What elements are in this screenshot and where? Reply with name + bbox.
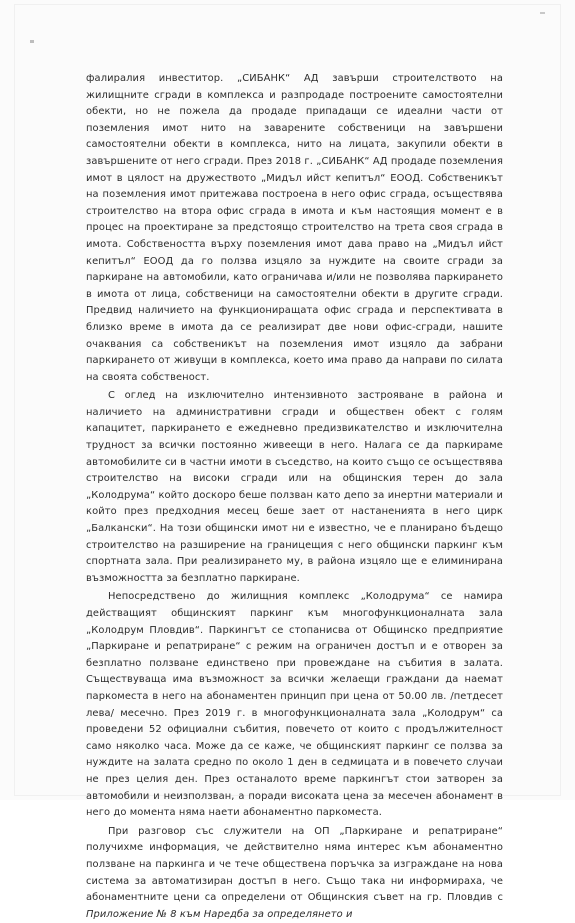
paragraph-2: С оглед на изключително интензивното застрояване в района и наличието на административни сгради и обществен обект с голям капацитет, паркирането е ежедневно предизвикателство и изключителна трудност за всички постоянно живеещи в него. Налага се да паркираме автомобилите си в частни имоти в съседство, на които също се осъществява строителство на високи сгради или на общинския терен до зала „Колодрума“ който доскоро беше ползван като депо за инертни материали и който през предходния месец беше зает от настаненията в него цирк „Балкански“. На този общински имот ни е известно, че е планирано бъдещо строителство на разширение на границещия с него общински паркинг към спортната зала. При реализирането му, в района изцяло ще е елиминирана възможността за безплатно паркиране. [86, 390, 503, 584]
paragraph-4-text: При разговор със служители на ОП „Паркиране и репатриране“ получихме информация, че действително няма интерес към абонаментно ползване на паркинга и че тече обществена поръчка за изграждане на нова система за автоматизиран достъп в него. Също така ни информираха, че абонаментните цени са определени от Общинския съвет на гр. Пловдив с [86, 825, 503, 904]
paragraph-3: Непосредствено до жилищния комплекс „Колодрума“ се намира действащият общинският паркинг към многофункционалната зала „Колодрум Пловдив“. Паркингът се стопанисва от Общинско предприятие „Паркиране и репатриране“ с режим на ограничен достъп и е отворен за безплатно ползване единствено при провеждане на събития в залата. Съществуваща има възможност за всички желаещи граждани да наемат паркоместа в него на абонаментен принцип при цена от 50.00 лв. /петдесет лева/ месечно. През 2019 г. в многофункционалната зала „Колодрум“ са проведени 52 официални събития, повечето от които с продължителност само няколко часа. Може да се каже, че общинският паркинг се ползва за нуждите на залата средно по около 1 ден в седмицата и в повечето случаи не през целия ден. През останалото време паркингът стои затворен за автомобили и неизползван, а поради високата цена за месечен абонамент в него до момента няма наети абонаментно паркоместа. [86, 591, 503, 819]
scan-artifact [540, 12, 545, 14]
scan-artifact [30, 40, 34, 43]
document-body [86, 71, 503, 923]
paragraph-4-italic: Приложение № 8 към Наредба за определянето и [86, 908, 353, 920]
paragraph-1: фалиралия инвеститор. „СИБАНК“ АД завърши строителството на жилищните сгради в комплекса и разпродаде построените самостоятелни обекти, но не пожела да продаде припадащи се идеални части от поземления имот нито на заварените собственици на завършени самостоятелни обекти в комплекса, нито на лицата, закупили обекти в завършените от него сгради. През 2018 г. „СИБАНК“ АД продаде поземления имот в цялост на дружеството „Мидъл ийст кепитъл“ ЕООД. Собственикът на поземления имот притежава построена в него офис сграда, осъществява строителство на втора офис сграда в имота и към настоящия момент е в процес на проектиране за предстоящо строителство на трета своя сграда в имота. Собствеността върху поземления имот дава право на „Мидъл ийст кепитъл“ ЕООД да го ползва изцяло за нуждите на своите сгради за паркиране на автомобили, като ограничава и/или не позволява паркирането в имота от лица, собственици на самостоятелни обекти в другите сгради. Предвид наличието на функциониращата офис сграда и перспективата в близко време в имота да се реализират две нови офис-сгради, нашите очаквания са собственикът на поземления имот изцяло да забрани паркирането от живущи в комплекса, което има право да направи по силата на своята собственост. [86, 73, 503, 383]
paragraph-4 [86, 824, 503, 923]
